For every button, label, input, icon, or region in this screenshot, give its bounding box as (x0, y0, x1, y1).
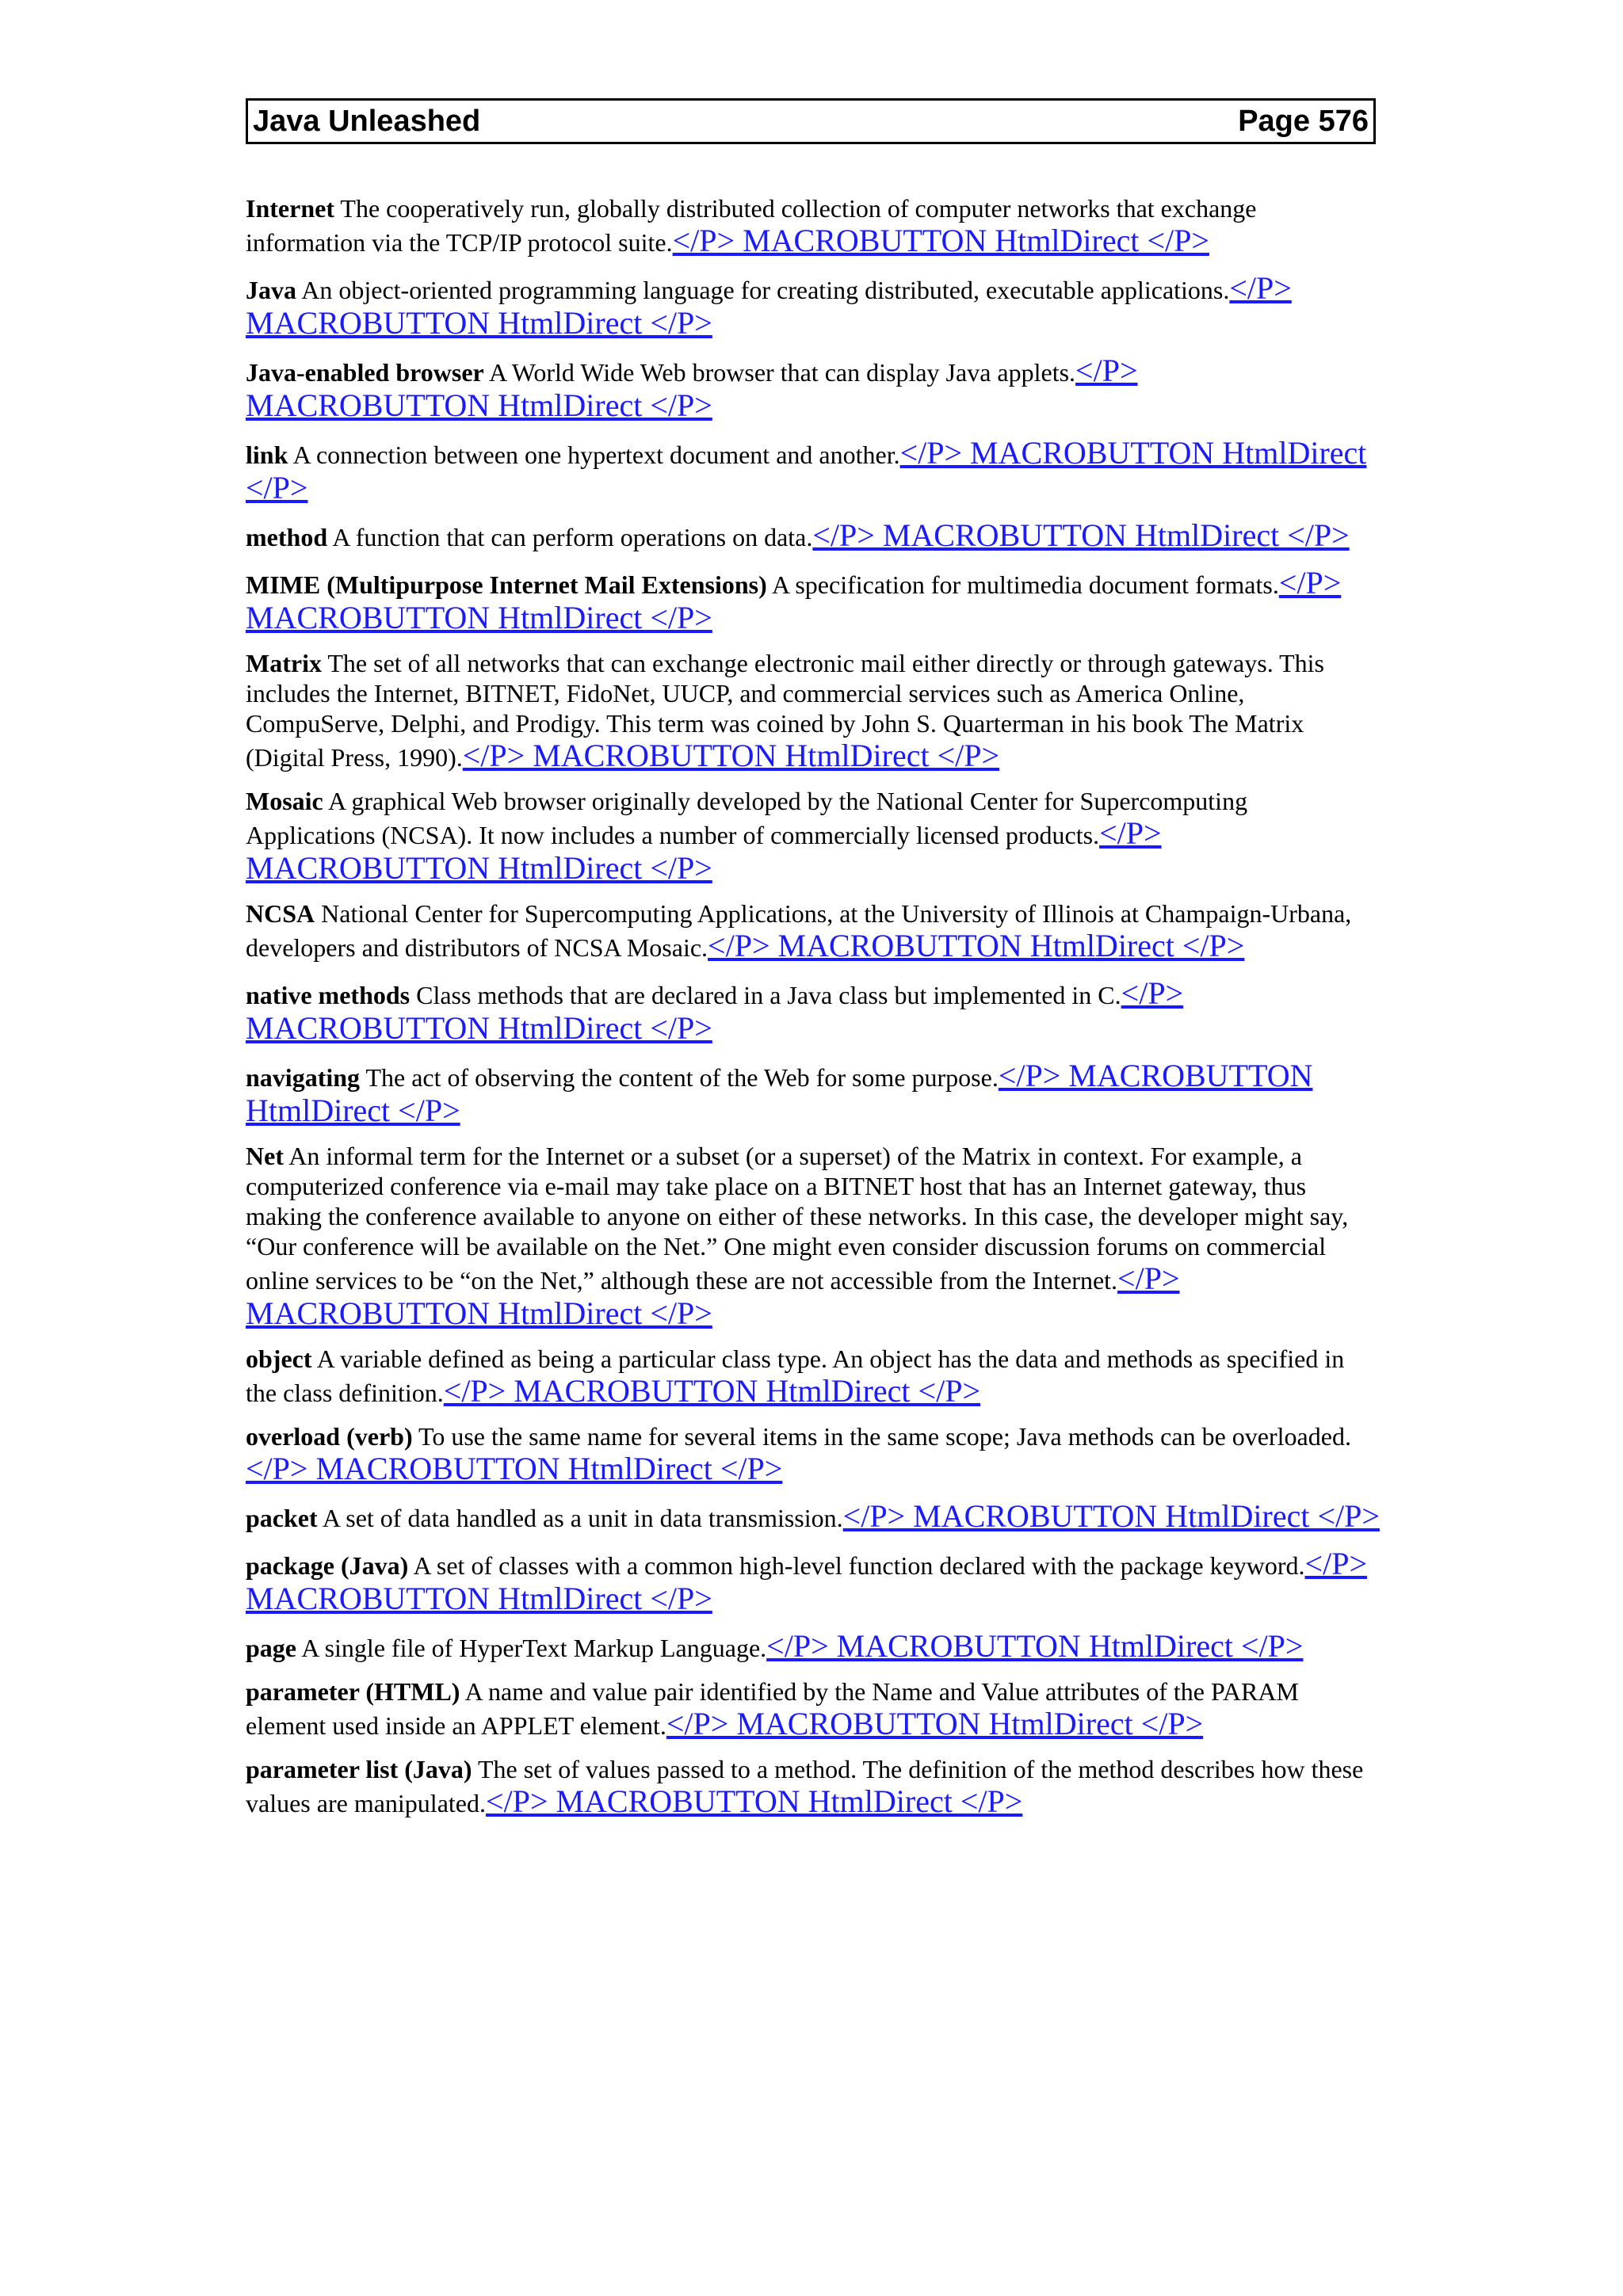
entry-term: Java-enabled browser (246, 358, 484, 387)
glossary-entry (246, 271, 1381, 341)
entry-definition: The cooperatively run, globally distributed collection of computer networks that exchange information via the TCP/IP protocol suite. (246, 194, 1257, 257)
entry-definition: A World Wide Web browser that can display Java applets. (488, 358, 1076, 387)
glossary-entry (246, 1676, 1381, 1741)
entry-definition: National Center for Supercomputing Applications, at the University of Illinois at Champaign-Urbana, developers and distributors of NCSA Mosaic. (246, 899, 1352, 962)
macrobutton-link[interactable]: </P> MACROBUTTON HtmlDirect </P> (812, 517, 1350, 553)
entry-term: package (Java) (246, 1551, 409, 1580)
entry-definition: The act of observing the content of the Web for some purpose. (365, 1063, 999, 1092)
entry-term: object (246, 1344, 312, 1373)
macrobutton-link[interactable]: </P> MACROBUTTON HtmlDirect </P> (842, 1498, 1380, 1534)
entry-term: Net (246, 1142, 284, 1170)
entry-term: native methods (246, 981, 411, 1009)
entry-term: parameter list (Java) (246, 1755, 472, 1783)
entry-term: Matrix (246, 649, 322, 677)
glossary-entry (246, 1421, 1381, 1486)
entry-definition: A specification for multimedia document formats. (771, 570, 1279, 599)
entry-term: page (246, 1634, 296, 1662)
macrobutton-link[interactable]: </P> MACROBUTTON HtmlDirect </P> (443, 1373, 981, 1409)
entry-term: method (246, 523, 328, 551)
macrobutton-link[interactable]: </P> MACROBUTTON HtmlDirect </P> (672, 223, 1209, 258)
entry-definition: A function that can perform operations on data. (332, 523, 813, 551)
glossary-entry (246, 1141, 1381, 1331)
glossary-entry (246, 436, 1381, 505)
entry-definition: The set of values passed to a method. The definition of the method describes how these values are manipulated. (246, 1755, 1364, 1817)
entry-term: Mosaic (246, 787, 323, 815)
entry-definition: The set of all networks that can exchange electronic mail either directly or through gateways. This includes the Internet, BITNET, FidoNet, UUCP, and commercial services such as America Online, CompuServe, Delphi, and Prodigy. This term was coined by John S. Quarterman in his book The Matrix (Digital Press, 1990). (246, 649, 1324, 772)
glossary-entry (246, 1547, 1381, 1616)
macrobutton-link[interactable]: </P> MACROBUTTON HtmlDirect </P> (246, 565, 1342, 635)
entry-definition: To use the same name for several items in the same scope; Java methods can be overloaded. (418, 1422, 1351, 1451)
macrobutton-link[interactable]: </P> MACROBUTTON HtmlDirect </P> (246, 975, 1184, 1046)
macrobutton-link[interactable]: </P> MACROBUTTON HtmlDirect </P> (666, 1706, 1204, 1741)
glossary-entry (246, 353, 1381, 423)
glossary-entry (246, 1344, 1381, 1409)
glossary-entries (246, 193, 1381, 1832)
glossary-entry (246, 786, 1381, 886)
entry-term: overload (verb) (246, 1422, 413, 1451)
entry-definition: An object-oriented programming language for creating distributed, executable applications. (301, 276, 1230, 304)
entry-term: link (246, 441, 288, 469)
macrobutton-link[interactable]: </P> MACROBUTTON HtmlDirect </P> (708, 928, 1245, 963)
macrobutton-link[interactable]: </P> MACROBUTTON HtmlDirect </P> (246, 1261, 1180, 1331)
entry-definition: A name and value pair identified by the Name and Value attributes of the PARAM element used inside an APPLET element. (246, 1677, 1299, 1740)
entry-definition: A connection between one hypertext document and another. (292, 441, 900, 469)
entry-term: parameter (HTML) (246, 1677, 460, 1706)
book-title: Java Unleashed (253, 105, 481, 138)
glossary-entry (246, 648, 1381, 773)
entry-definition: An informal term for the Internet or a subset (or a superset) of the Matrix in context. For example, a computerized conference via e-mail may take place on a BITNET host that has an Internet gateway, thus making the conference available to anyone on either of these networks. In this case, the developer might say, “Our conference will be available on the Net.” One might even consider discussion forums on commercial online services to be “on the Net,” although these are not accessible from the Internet. (246, 1142, 1349, 1295)
glossary-entry (246, 566, 1381, 635)
macrobutton-link[interactable]: </P> MACROBUTTON HtmlDirect </P> (246, 353, 1138, 423)
macrobutton-link[interactable]: </P> MACROBUTTON HtmlDirect </P> (246, 270, 1292, 341)
page-number: Page 576 (1238, 105, 1369, 138)
glossary-entry (246, 518, 1381, 553)
entry-definition: A variable defined as being a particular class type. An object has the data and methods as specified in the class definition. (246, 1344, 1345, 1407)
entry-definition: Class methods that are declared in a Java class but implemented in C. (416, 981, 1121, 1009)
entry-term: MIME (Multipurpose Internet Mail Extensions) (246, 570, 767, 599)
glossary-entry (246, 976, 1381, 1046)
entry-term: packet (246, 1504, 318, 1532)
entry-definition: A single file of HyperText Markup Language. (301, 1634, 767, 1662)
macrobutton-link[interactable]: </P> MACROBUTTON HtmlDirect </P> (462, 738, 1000, 773)
macrobutton-link[interactable]: </P> MACROBUTTON HtmlDirect </P> (246, 1451, 783, 1486)
glossary-entry (246, 1058, 1381, 1128)
entry-term: navigating (246, 1063, 361, 1092)
glossary-entry (246, 1754, 1381, 1819)
entry-definition: A set of data handled as a unit in data transmission. (322, 1504, 843, 1532)
macrobutton-link[interactable]: </P> MACROBUTTON HtmlDirect </P> (246, 815, 1162, 886)
macrobutton-link[interactable]: </P> MACROBUTTON HtmlDirect </P> (246, 435, 1367, 505)
macrobutton-link[interactable]: </P> MACROBUTTON HtmlDirect </P> (485, 1783, 1023, 1819)
entry-term: Internet (246, 194, 334, 223)
macrobutton-link[interactable]: </P> MACROBUTTON HtmlDirect </P> (246, 1546, 1368, 1616)
macrobutton-link[interactable]: </P> MACROBUTTON HtmlDirect </P> (766, 1628, 1304, 1664)
glossary-entry (246, 898, 1381, 963)
entry-term: Java (246, 276, 296, 304)
page-header (246, 98, 1376, 144)
macrobutton-link[interactable]: </P> MACROBUTTON HtmlDirect </P> (246, 1058, 1313, 1128)
glossary-entry (246, 1499, 1381, 1534)
glossary-entry (246, 193, 1381, 258)
entry-definition: A graphical Web browser originally developed by the National Center for Supercomputing Applications (NCSA). It now includes a number of commercially licensed products. (246, 787, 1248, 849)
entry-term: NCSA (246, 899, 315, 928)
glossary-entry (246, 1629, 1381, 1664)
entry-definition: A set of classes with a common high-level function declared with the package keyword. (413, 1551, 1305, 1580)
